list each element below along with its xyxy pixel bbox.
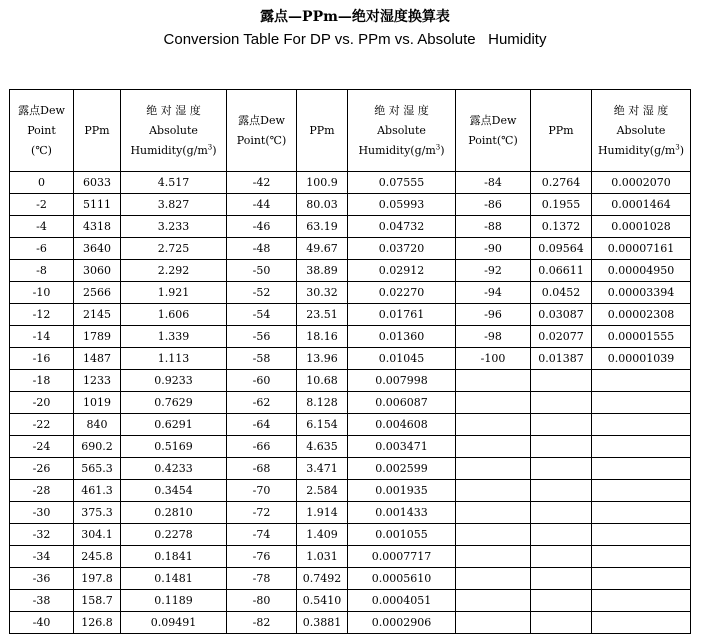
- absolute-humidity-cell: [592, 436, 691, 458]
- dew-point-cell: -22: [10, 414, 74, 436]
- absolute-humidity-cell: 0.0005610: [348, 568, 456, 590]
- dew-point-cell: -80: [227, 590, 297, 612]
- dew-point-cell: -40: [10, 612, 74, 634]
- table-row: [10, 370, 691, 392]
- ppm-cell: 158.7: [74, 590, 121, 612]
- table-row: [10, 304, 691, 326]
- dew-point-cell: -54: [227, 304, 297, 326]
- absolute-humidity-cell: 0.03720: [348, 238, 456, 260]
- ppm-cell: 6033: [74, 172, 121, 194]
- dew-point-cell: -100: [456, 348, 531, 370]
- header-dp-unit: (℃): [31, 143, 52, 157]
- absolute-humidity-cell: [592, 392, 691, 414]
- ppm-cell: 4.635: [297, 436, 348, 458]
- absolute-humidity-cell: 0.04732: [348, 216, 456, 238]
- dew-point-cell: -94: [456, 282, 531, 304]
- absolute-humidity-cell: 0.3454: [121, 480, 227, 502]
- table-row: [10, 216, 691, 238]
- ppm-cell: [531, 392, 592, 414]
- absolute-humidity-cell: [592, 612, 691, 634]
- absolute-humidity-cell: [592, 370, 691, 392]
- header-absolute-humidity-1: [121, 90, 227, 172]
- absolute-humidity-cell: 0.6291: [121, 414, 227, 436]
- absolute-humidity-cell: 0.0001464: [592, 194, 691, 216]
- dew-point-cell: -30: [10, 502, 74, 524]
- table-row: [10, 348, 691, 370]
- header-dp-cn: 露点Dew: [238, 113, 285, 127]
- table-row: [10, 326, 691, 348]
- absolute-humidity-cell: 0.0001028: [592, 216, 691, 238]
- dew-point-cell: -34: [10, 546, 74, 568]
- header-dp-cn: 露点Dew: [18, 103, 65, 117]
- header-dew-point-3: [456, 90, 531, 172]
- ppm-cell: 8.128: [297, 392, 348, 414]
- ppm-cell: [531, 436, 592, 458]
- header-ah-en: Absolute: [616, 123, 666, 137]
- dew-point-cell: -10: [10, 282, 74, 304]
- header-ah-unit-line: [121, 141, 226, 161]
- table-row: [10, 238, 691, 260]
- dew-point-cell: [456, 502, 531, 524]
- absolute-humidity-cell: 1.606: [121, 304, 227, 326]
- dew-point-cell: [456, 392, 531, 414]
- absolute-humidity-cell: 0.002599: [348, 458, 456, 480]
- dew-point-cell: -88: [456, 216, 531, 238]
- dew-point-cell: -86: [456, 194, 531, 216]
- ppm-cell: 80.03: [297, 194, 348, 216]
- table-row: [10, 480, 691, 502]
- ppm-cell: 1019: [74, 392, 121, 414]
- header-ah-unit-line: [592, 141, 690, 161]
- dew-point-cell: -64: [227, 414, 297, 436]
- dew-point-cell: -6: [10, 238, 74, 260]
- absolute-humidity-cell: 0.003471: [348, 436, 456, 458]
- dew-point-cell: [456, 612, 531, 634]
- ppm-cell: 0.3881: [297, 612, 348, 634]
- header-ah-unit: Humidity(g/m: [130, 143, 208, 157]
- ppm-cell: [531, 370, 592, 392]
- ppm-cell: 2145: [74, 304, 121, 326]
- dew-point-cell: [456, 370, 531, 392]
- dew-point-cell: -50: [227, 260, 297, 282]
- absolute-humidity-cell: 0.02912: [348, 260, 456, 282]
- dew-point-cell: [456, 480, 531, 502]
- ppm-cell: [531, 524, 592, 546]
- table-row: [10, 568, 691, 590]
- absolute-humidity-cell: 0.02270: [348, 282, 456, 304]
- absolute-humidity-cell: 0.4233: [121, 458, 227, 480]
- absolute-humidity-cell: 0.00004950: [592, 260, 691, 282]
- page-title-chinese: 露点—PPm—绝对湿度换算表: [260, 9, 450, 25]
- ppm-cell: 2566: [74, 282, 121, 304]
- absolute-humidity-cell: 0.01761: [348, 304, 456, 326]
- absolute-humidity-cell: 0.07555: [348, 172, 456, 194]
- dew-point-cell: -76: [227, 546, 297, 568]
- table-body: [10, 172, 691, 634]
- absolute-humidity-cell: 0.01045: [348, 348, 456, 370]
- ppm-cell: 0.06611: [531, 260, 592, 282]
- ppm-cell: 100.9: [297, 172, 348, 194]
- header-dp-inline: Point(℃): [236, 133, 287, 147]
- header-dp-en: Point: [27, 123, 56, 137]
- absolute-humidity-cell: 0.00001039: [592, 348, 691, 370]
- ppm-cell: 23.51: [297, 304, 348, 326]
- absolute-humidity-cell: 0.1481: [121, 568, 227, 590]
- header-ah-close: ): [679, 143, 685, 157]
- dew-point-cell: -98: [456, 326, 531, 348]
- table-row: [10, 502, 691, 524]
- dew-point-cell: -74: [227, 524, 297, 546]
- dew-point-cell: -58: [227, 348, 297, 370]
- absolute-humidity-cell: 0.0002070: [592, 172, 691, 194]
- header-ppm-label: PPm: [84, 124, 110, 137]
- ppm-cell: [531, 480, 592, 502]
- absolute-humidity-cell: 0.0004051: [348, 590, 456, 612]
- absolute-humidity-cell: 1.113: [121, 348, 227, 370]
- header-ppm-1: [74, 90, 121, 172]
- header-ah-sup: 3: [435, 142, 441, 151]
- ppm-cell: 1487: [74, 348, 121, 370]
- absolute-humidity-cell: [592, 502, 691, 524]
- dew-point-cell: -82: [227, 612, 297, 634]
- table-row: [10, 392, 691, 414]
- absolute-humidity-cell: 0.09491: [121, 612, 227, 634]
- ppm-cell: 461.3: [74, 480, 121, 502]
- absolute-humidity-cell: 0.001935: [348, 480, 456, 502]
- dew-point-cell: -78: [227, 568, 297, 590]
- absolute-humidity-cell: 4.517: [121, 172, 227, 194]
- ppm-cell: 49.67: [297, 238, 348, 260]
- dew-point-cell: -26: [10, 458, 74, 480]
- ppm-cell: 13.96: [297, 348, 348, 370]
- ppm-cell: 3060: [74, 260, 121, 282]
- table-row: [10, 414, 691, 436]
- header-ppm-2: [297, 90, 348, 172]
- dew-point-cell: -52: [227, 282, 297, 304]
- header-ah-unit-line: [348, 141, 455, 161]
- absolute-humidity-cell: 0.05993: [348, 194, 456, 216]
- header-ah-sup: 3: [207, 142, 213, 151]
- absolute-humidity-cell: 0.00003394: [592, 282, 691, 304]
- absolute-humidity-cell: [592, 480, 691, 502]
- dew-point-cell: -36: [10, 568, 74, 590]
- dew-point-cell: -66: [227, 436, 297, 458]
- ppm-cell: 5111: [74, 194, 121, 216]
- ppm-cell: [531, 612, 592, 634]
- ppm-cell: 1789: [74, 326, 121, 348]
- dew-point-cell: -14: [10, 326, 74, 348]
- ppm-cell: [531, 458, 592, 480]
- dew-point-cell: -70: [227, 480, 297, 502]
- header-ah-cn: 绝 对 湿 度: [613, 103, 669, 117]
- dew-point-cell: [456, 436, 531, 458]
- absolute-humidity-cell: 0.0007717: [348, 546, 456, 568]
- absolute-humidity-cell: 0.004608: [348, 414, 456, 436]
- absolute-humidity-cell: 0.2278: [121, 524, 227, 546]
- dew-point-cell: -8: [10, 260, 74, 282]
- ppm-cell: 690.2: [74, 436, 121, 458]
- ppm-cell: 1.409: [297, 524, 348, 546]
- absolute-humidity-cell: 0.7629: [121, 392, 227, 414]
- absolute-humidity-cell: 0.00001555: [592, 326, 691, 348]
- ppm-cell: 30.32: [297, 282, 348, 304]
- ppm-cell: 0.03087: [531, 304, 592, 326]
- ppm-cell: 0.02077: [531, 326, 592, 348]
- dew-point-cell: [456, 568, 531, 590]
- ppm-cell: [531, 414, 592, 436]
- ppm-cell: 3.471: [297, 458, 348, 480]
- dew-point-cell: -48: [227, 238, 297, 260]
- absolute-humidity-cell: 0.001055: [348, 524, 456, 546]
- dew-point-cell: -84: [456, 172, 531, 194]
- conversion-table: [9, 89, 691, 634]
- absolute-humidity-cell: 3.827: [121, 194, 227, 216]
- table-row: [10, 282, 691, 304]
- ppm-cell: 0.09564: [531, 238, 592, 260]
- header-dp-cn: 露点Dew: [469, 113, 517, 127]
- absolute-humidity-cell: 0.9233: [121, 370, 227, 392]
- ppm-cell: 0.5410: [297, 590, 348, 612]
- absolute-humidity-cell: 0.2810: [121, 502, 227, 524]
- dew-point-cell: -4: [10, 216, 74, 238]
- header-dew-point-2: [227, 90, 297, 172]
- table-row: [10, 260, 691, 282]
- header-ppm-3: [531, 90, 592, 172]
- dew-point-cell: -18: [10, 370, 74, 392]
- absolute-humidity-cell: 0.00007161: [592, 238, 691, 260]
- header-ah-close: ): [440, 143, 445, 157]
- ppm-cell: 2.584: [297, 480, 348, 502]
- dew-point-cell: -20: [10, 392, 74, 414]
- absolute-humidity-cell: 0.1189: [121, 590, 227, 612]
- header-ah-unit: Humidity(g/m: [358, 143, 436, 157]
- dew-point-cell: -62: [227, 392, 297, 414]
- ppm-cell: 18.16: [297, 326, 348, 348]
- dew-point-cell: -38: [10, 590, 74, 612]
- header-ah-sup: 3: [675, 142, 680, 151]
- absolute-humidity-cell: 0.1841: [121, 546, 227, 568]
- ppm-cell: 197.8: [74, 568, 121, 590]
- absolute-humidity-cell: 0.00002308: [592, 304, 691, 326]
- dew-point-cell: -56: [227, 326, 297, 348]
- ppm-cell: 0.1955: [531, 194, 592, 216]
- ppm-cell: 0.2764: [531, 172, 592, 194]
- ppm-cell: 1.031: [297, 546, 348, 568]
- ppm-cell: 0.1372: [531, 216, 592, 238]
- header-ppm-label: PPm: [309, 124, 335, 137]
- header-dp-inline: Point(℃): [468, 133, 518, 147]
- absolute-humidity-cell: [592, 458, 691, 480]
- header-absolute-humidity-2: [348, 90, 456, 172]
- absolute-humidity-cell: 0.0002906: [348, 612, 456, 634]
- ppm-cell: 1233: [74, 370, 121, 392]
- ppm-cell: 6.154: [297, 414, 348, 436]
- dew-point-cell: -90: [456, 238, 531, 260]
- dew-point-cell: 0: [10, 172, 74, 194]
- ppm-cell: 38.89: [297, 260, 348, 282]
- dew-point-cell: -46: [227, 216, 297, 238]
- ppm-cell: 10.68: [297, 370, 348, 392]
- header-ppm-label: PPm: [548, 124, 574, 137]
- dew-point-cell: -16: [10, 348, 74, 370]
- ppm-cell: [531, 502, 592, 524]
- header-ah-en: Absolute: [377, 123, 426, 137]
- page-title-english: Conversion Table For DP vs. PPm vs. Absolute Humidity: [163, 31, 547, 48]
- dew-point-cell: -2: [10, 194, 74, 216]
- dew-point-cell: -60: [227, 370, 297, 392]
- absolute-humidity-cell: 0.01360: [348, 326, 456, 348]
- absolute-humidity-cell: 3.233: [121, 216, 227, 238]
- absolute-humidity-cell: [592, 546, 691, 568]
- absolute-humidity-cell: 2.292: [121, 260, 227, 282]
- absolute-humidity-cell: [592, 414, 691, 436]
- absolute-humidity-cell: 2.725: [121, 238, 227, 260]
- ppm-cell: [531, 546, 592, 568]
- dew-point-cell: -44: [227, 194, 297, 216]
- ppm-cell: 3640: [74, 238, 121, 260]
- dew-point-cell: -92: [456, 260, 531, 282]
- absolute-humidity-cell: [592, 590, 691, 612]
- ppm-cell: [531, 590, 592, 612]
- absolute-humidity-cell: [592, 568, 691, 590]
- dew-point-cell: [456, 590, 531, 612]
- header-ah-unit: Humidity(g/m: [597, 143, 676, 157]
- dew-point-cell: [456, 524, 531, 546]
- dew-point-cell: [456, 414, 531, 436]
- table-row: [10, 172, 691, 194]
- absolute-humidity-cell: 0.5169: [121, 436, 227, 458]
- table-row: [10, 458, 691, 480]
- ppm-cell: 1.914: [297, 502, 348, 524]
- dew-point-cell: -96: [456, 304, 531, 326]
- table-row: [10, 612, 691, 634]
- table-header-row: [10, 90, 691, 172]
- absolute-humidity-cell: [592, 524, 691, 546]
- ppm-cell: 304.1: [74, 524, 121, 546]
- ppm-cell: 63.19: [297, 216, 348, 238]
- ppm-cell: 0.01387: [531, 348, 592, 370]
- table-row: [10, 590, 691, 612]
- ppm-cell: 565.3: [74, 458, 121, 480]
- absolute-humidity-cell: 0.007998: [348, 370, 456, 392]
- dew-point-cell: -72: [227, 502, 297, 524]
- dew-point-cell: -28: [10, 480, 74, 502]
- absolute-humidity-cell: 1.921: [121, 282, 227, 304]
- table-row: [10, 524, 691, 546]
- dew-point-cell: -68: [227, 458, 297, 480]
- absolute-humidity-cell: 0.006087: [348, 392, 456, 414]
- ppm-cell: 0.7492: [297, 568, 348, 590]
- dew-point-cell: -32: [10, 524, 74, 546]
- header-ah-cn: 绝 对 湿 度: [374, 103, 429, 117]
- header-absolute-humidity-3: [592, 90, 691, 172]
- dew-point-cell: -12: [10, 304, 74, 326]
- dew-point-cell: -42: [227, 172, 297, 194]
- ppm-cell: [531, 568, 592, 590]
- ppm-cell: 245.8: [74, 546, 121, 568]
- ppm-cell: 0.0452: [531, 282, 592, 304]
- table-row: [10, 546, 691, 568]
- header-ah-en: Absolute: [149, 123, 198, 137]
- dew-point-cell: [456, 546, 531, 568]
- header-ah-close: ): [212, 143, 217, 157]
- ppm-cell: 840: [74, 414, 121, 436]
- absolute-humidity-cell: 1.339: [121, 326, 227, 348]
- ppm-cell: 375.3: [74, 502, 121, 524]
- header-ah-cn: 绝 对 湿 度: [146, 103, 201, 117]
- table-row: [10, 194, 691, 216]
- ppm-cell: 126.8: [74, 612, 121, 634]
- dew-point-cell: -24: [10, 436, 74, 458]
- absolute-humidity-cell: 0.001433: [348, 502, 456, 524]
- table-row: [10, 436, 691, 458]
- header-dew-point-1: [10, 90, 74, 172]
- dew-point-cell: [456, 458, 531, 480]
- ppm-cell: 4318: [74, 216, 121, 238]
